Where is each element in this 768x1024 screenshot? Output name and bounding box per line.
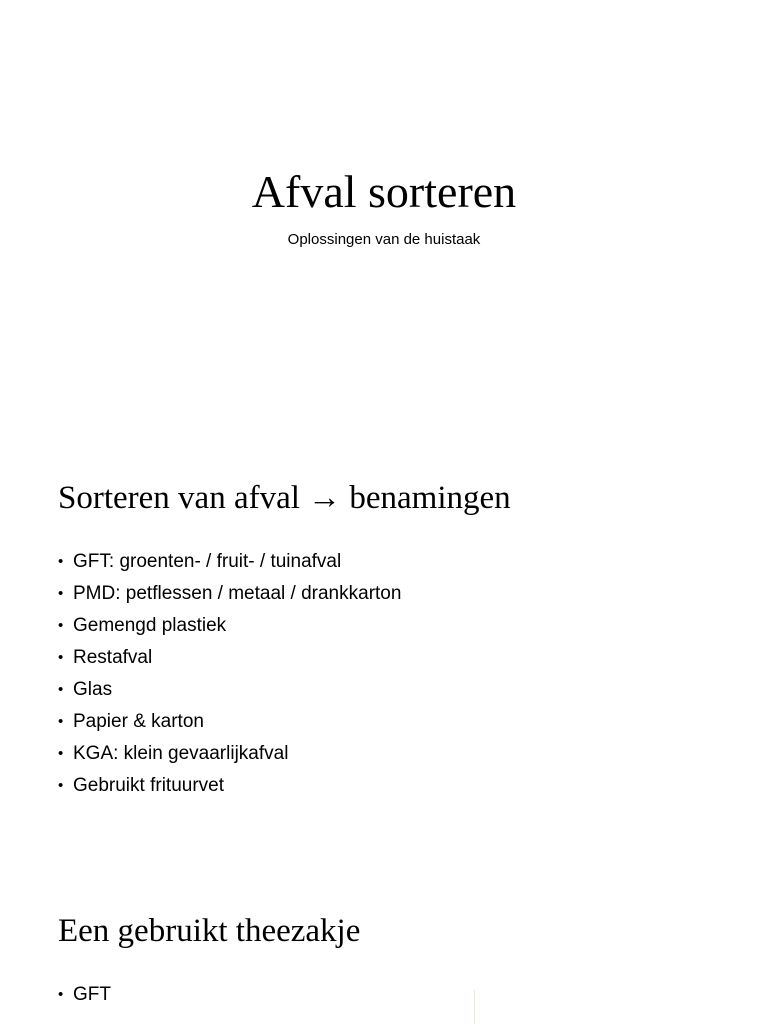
list-item — [58, 979, 111, 1011]
list-item — [58, 770, 401, 802]
list-item — [58, 610, 401, 642]
bullet-icon: • — [58, 986, 64, 1003]
tea-bag-heading: Een gebruikt theezakje — [58, 913, 361, 949]
bullet-icon: • — [58, 777, 64, 794]
bullet-icon: • — [58, 681, 64, 698]
list-item-text: GFT: groenten- / fruit- / tuinafval — [73, 551, 342, 572]
bullet-icon: • — [58, 649, 64, 666]
tea-bag-list — [58, 979, 111, 1011]
list-item — [58, 706, 401, 738]
list-item — [58, 546, 401, 578]
list-item — [58, 642, 401, 674]
list-item-text: Glas — [73, 679, 113, 700]
list-item-text: KGA: klein gevaarlijkafval — [73, 743, 289, 764]
list-item — [58, 674, 401, 706]
slide-title: Afval sorteren — [251, 166, 517, 217]
list-item-text: Gemengd plastiek — [73, 615, 227, 636]
list-item-text: PMD: petflessen / metaal / drankkarton — [73, 583, 402, 604]
list-item-text: Papier & karton — [73, 711, 204, 732]
list-item — [58, 578, 401, 610]
bullet-icon: • — [58, 553, 64, 570]
image-edge-divider — [474, 990, 475, 1024]
list-item-text: Gebruikt frituurvet — [73, 775, 224, 796]
list-item-text: GFT — [73, 984, 111, 1005]
list-item-text: Restafval — [73, 647, 153, 668]
bullet-icon: • — [58, 585, 64, 602]
waste-categories-list — [58, 546, 401, 802]
bullet-icon: • — [58, 745, 64, 762]
waste-categories-heading: Sorteren van afval → benamingen — [58, 480, 511, 516]
slide-subtitle: Oplossingen van de huistaak — [287, 231, 481, 248]
bullet-icon: • — [58, 617, 64, 634]
list-item — [58, 738, 401, 770]
bullet-icon: • — [58, 713, 64, 730]
